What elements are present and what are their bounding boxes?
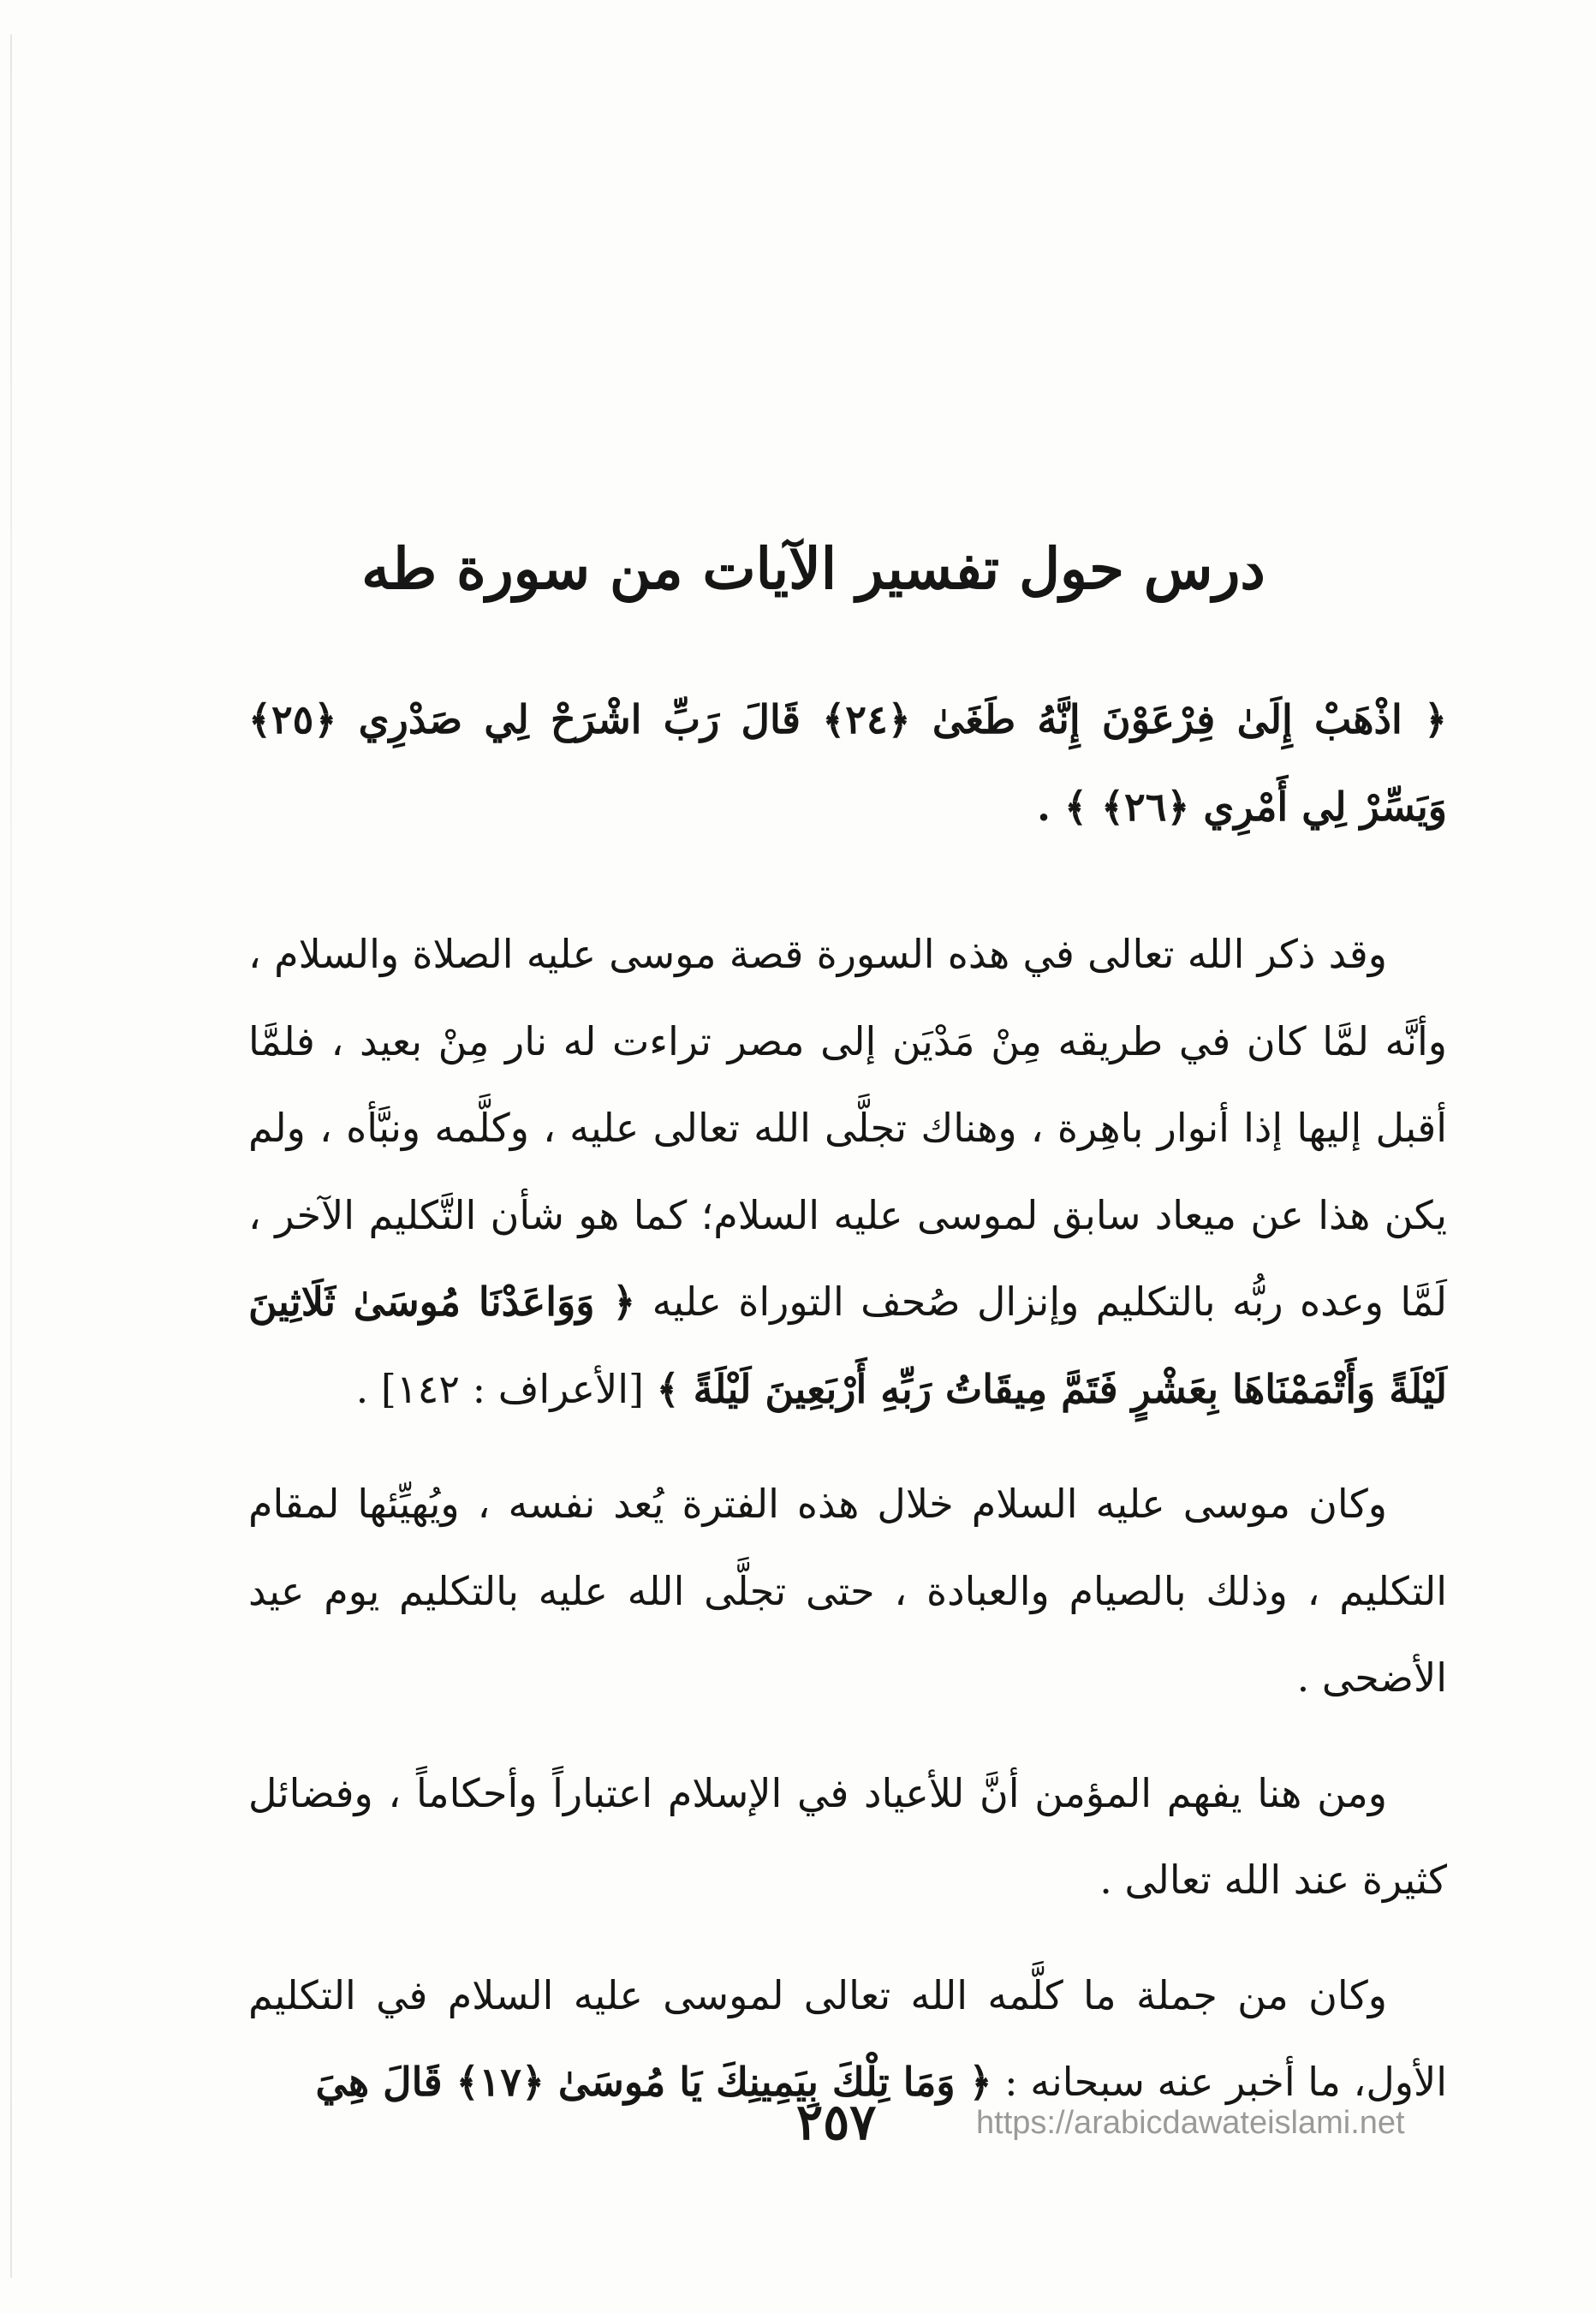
page-body: [248, 677, 1447, 2126]
quran-reference: [الأعراف : ١٤٢] .: [355, 1365, 644, 1412]
page-footer: [0, 2088, 1596, 2156]
paragraph-2-text: وكان موسى عليه السلام خلال هذه الفترة يُعد نفسه ، ويُهيِّئها لمقام التكليم ، وذلك بالصيام والعبادة ، حتى تجلَّى الله عليه بالتكليم يوم عيد الأضحى .: [248, 1481, 1447, 1701]
paragraph-3: [248, 1750, 1447, 1924]
paragraph-3-text: ومن هنا يفهم المؤمن أنَّ للأعياد في الإسلام اعتباراً وأحكاماً ، وفضائل كثيرة عند الله تعالى .: [248, 1769, 1447, 1903]
verse-text: اذْهَبْ إِلَىٰ فِرْعَوْنَ إِنَّهُ طَغَىٰ ﴿٢٤﴾ قَالَ رَبِّ اشْرَحْ لِي صَدْرِي ﴿٢٥﴾ وَيَسِّرْ لِي أَمْرِي ﴿٢٦﴾: [248, 696, 1447, 830]
paragraph-1-text: وقد ذكر الله تعالى في هذه السورة قصة موسى عليه الصلاة والسلام ، وأنَّه لمَّا كان في طريقه مِنْ مَدْيَن إلى مصر تراءت له نار مِنْ بعيد ، فلمَّا أقبل إليها إذا أنوار باهِرة ، وهناك تجلَّى الله تعالى عليه ، وكلَّمه ونبَّأه ، ولم يكن هذا عن ميعاد سابق لموسى عليه السلام؛ كما هو شأن التَّكليم الآخر ، لَمَّا وعده ربُّه بالتكليم وإنزال صُحف التوراة عليه: [248, 931, 1447, 1325]
scan-edge: [10, 34, 12, 2278]
paragraph-1: [248, 911, 1447, 1433]
verse-close-bracket: ﴾ .: [1037, 783, 1088, 830]
paragraph-2: [248, 1461, 1447, 1722]
watermark-url: https://arabicdawateislami.net: [976, 2105, 1405, 2141]
quran-verse-block: [248, 677, 1447, 850]
quran-quote-taha: ﴿ وَمَا تِلْكَ بِيَمِينِكَ يَا مُوسَىٰ ﴿١٧﴾ قَالَ هِيَ: [315, 2059, 992, 2105]
page-title: درس حول تفسير الآيات من سورة طه: [361, 535, 1265, 603]
page-number: ٢٥٧: [796, 2093, 877, 2151]
verse-open-bracket: ﴿: [1424, 696, 1448, 742]
quran-quote-araf: ﴿ وَوَاعَدْنَا مُوسَىٰ ثَلَاثِينَ لَيْلَةً وَأَتْمَمْنَاهَا بِعَشْرٍ فَتَمَّ مِيقَاتُ رَبِّهِ أَرْبَعِينَ لَيْلَةً ﴾: [248, 1279, 1447, 1412]
paragraph-4-text: وكان من جملة ما كلَّمه الله تعالى لموسى عليه السلام في التكليم الأول، ما أخبر عنه سبحانه :: [248, 1971, 1447, 2105]
